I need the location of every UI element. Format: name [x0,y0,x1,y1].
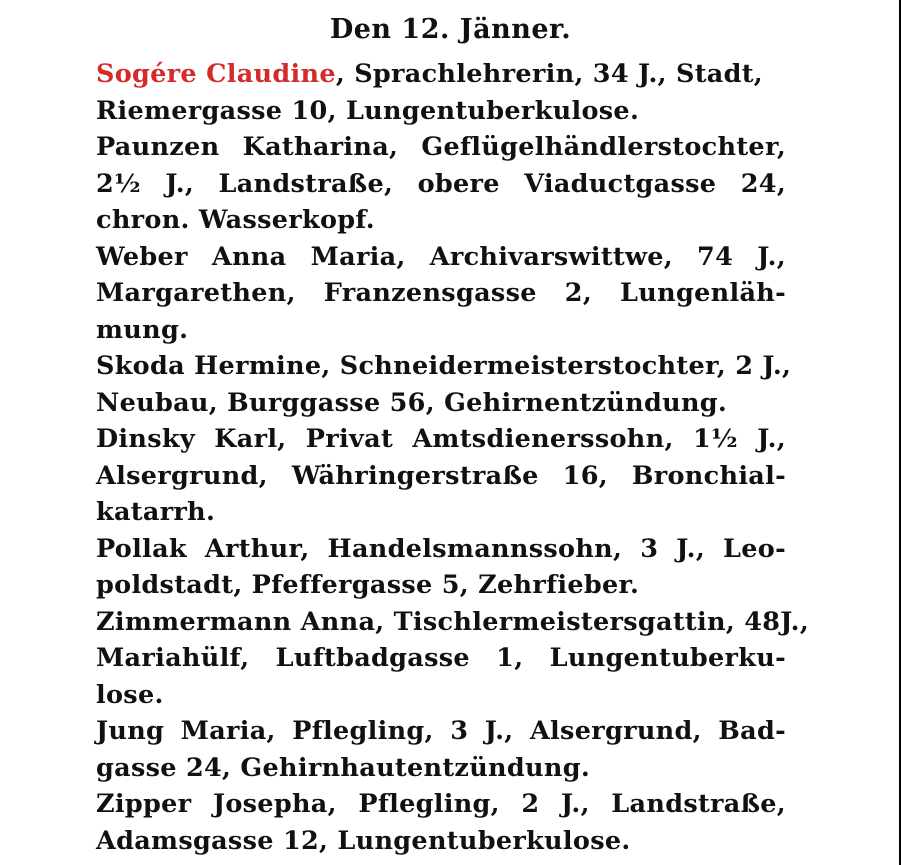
entry-line: mung. [96,314,189,345]
list-item [96,713,786,786]
entry-line: lose. [96,679,164,710]
entry-first-line: Paunzen Katharina, Geflügelhändlerstochter, [96,132,786,162]
list-item [96,604,810,714]
list-item [96,531,786,604]
list-item [96,56,786,129]
list-item [96,786,786,859]
entry-first-line: Weber Anna Maria, Archivarswittwe, 74 J., [96,241,786,272]
entry-line: poldstadt, Pfeffergasse 5, Zehrfieber. [96,570,640,600]
entry-first-line: Jung Maria, Pflegling, 3 J., Alsergrund, Bad- [96,716,786,746]
entry-first-line: Dinsky Karl, Privat Amtsdienerssohn, 1½ J., [96,424,786,454]
entry-first-line: Zipper Josepha, Pflegling, 2 J., Landstraße, [96,789,786,819]
date-heading: Den 12. Jänner. [329,14,572,45]
list-item [96,129,786,239]
highlighted-name: Sogére Claudine [96,59,336,89]
list-item [96,348,792,421]
entry-first-line: Zimmermann Anna, Tischlermeistersgattin, 48J., [96,606,810,637]
entry-line: katarrh. [96,497,216,527]
list-item [96,421,786,531]
entry-line: Adamsgasse 12, Lungentuberkulose. [96,825,631,856]
entry-line: Margarethen, Franzensgasse 2, Lungenläh- [96,278,786,308]
entry-line: Alsergrund, Währingerstraße 16, Bronchial- [96,460,786,491]
entry-line: 2½ J., Landstraße, obere Viaductgasse 24, [96,168,786,199]
entry-first-line: Pollak Arthur, Handelsmannssohn, 3 J., Leo- [96,533,786,564]
list-item [96,239,786,349]
entry-line: Riemergasse 10, Lungentuberkulose. [96,95,640,126]
entry-line: Mariahülf, Luftbadgasse 1, Lungentuberku- [96,643,786,673]
entry-first-line [96,56,786,93]
entry-line: Neubau, Burggasse 56, Gehirnentzündung. [96,387,728,418]
entry-first-line: Skoda Hermine, Schneidermeisterstochter, 2 J., [96,351,792,381]
entry-line: gasse 24, Gehirnhautentzündung. [96,752,591,783]
death-notice-list [96,56,810,859]
entry-line: chron. Wasserkopf. [96,205,375,235]
entry-first-line-rest: , Sprachlehrerin, 34 J., Stadt, [335,59,763,89]
